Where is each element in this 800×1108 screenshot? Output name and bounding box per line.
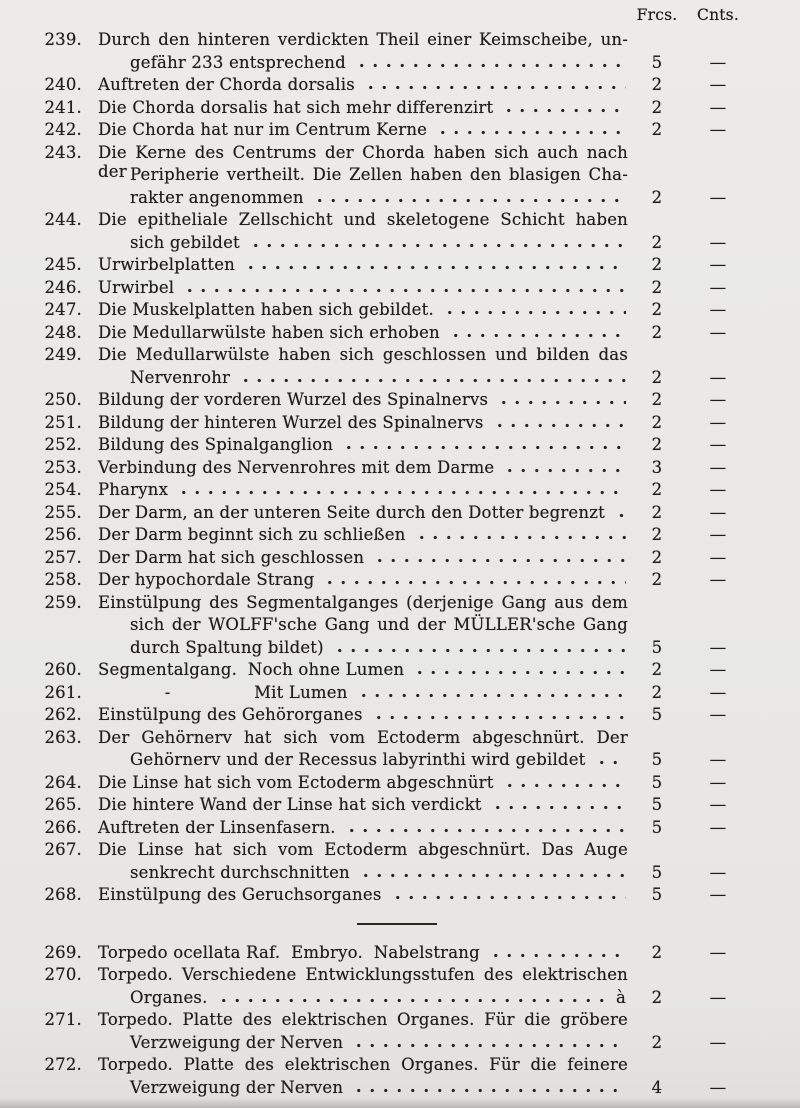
- cnts-column-header: Cnts.: [697, 6, 739, 24]
- item-text-line: [98, 1078, 628, 1097]
- item-text: senkrecht durchschnitten: [130, 862, 350, 882]
- item-text-line: [98, 503, 628, 522]
- table-row: [30, 368, 750, 391]
- item-number: 271.: [44, 1010, 82, 1029]
- table-row: [30, 570, 750, 593]
- item-text: Die Muskelplatten haben sich gebildet.: [98, 300, 434, 319]
- item-text-line: [98, 165, 628, 184]
- item-number: 255.: [44, 502, 82, 522]
- price-cnts: —: [709, 52, 727, 72]
- price-frcs: 2: [651, 480, 663, 499]
- item-number: 267.: [44, 840, 82, 859]
- item-text: rakter angenommen: [130, 187, 304, 207]
- price-cnts: —: [709, 300, 727, 319]
- item-text: Auftreten der Linsenfasern.: [98, 817, 336, 837]
- table-row: [30, 503, 750, 526]
- price-frcs: 3: [651, 457, 663, 477]
- price-cnts: —: [709, 772, 727, 792]
- section-divider: [357, 923, 437, 925]
- dot-leader: [321, 570, 626, 589]
- item-text-line: [98, 30, 628, 49]
- table-row: [30, 255, 750, 278]
- price-cnts: —: [709, 277, 727, 297]
- dot-leader: [371, 548, 626, 567]
- item-text-line: [98, 525, 628, 544]
- item-text-line: [98, 773, 628, 792]
- item-number: 256.: [44, 525, 82, 544]
- item-number: 258.: [44, 570, 82, 589]
- item-text-line: [98, 1010, 628, 1029]
- item-text-line: [98, 188, 628, 207]
- table-row: [30, 480, 750, 503]
- price-frcs: 2: [651, 75, 663, 94]
- item-text: Auftreten der Chorda dorsalis: [98, 75, 355, 94]
- item-text-line: [98, 345, 628, 364]
- price-frcs: 2: [651, 300, 663, 319]
- item-text-line: [98, 750, 628, 769]
- item-text-line: [98, 255, 628, 274]
- dot-leader: [343, 818, 626, 837]
- price-frcs: 2: [651, 682, 663, 702]
- item-text-line: [98, 863, 628, 882]
- item-text: gefähr 233 entsprechend: [130, 52, 346, 72]
- dot-leader: [237, 368, 626, 387]
- item-number: 270.: [44, 965, 82, 984]
- item-number: 240.: [44, 75, 82, 94]
- table-row: [30, 638, 750, 661]
- item-text: Der hypochordale Strang: [98, 570, 315, 589]
- item-text: durch Spaltung bildet): [130, 637, 324, 657]
- item-text: Bildung der vorderen Wurzel des Spinalnervs: [98, 390, 489, 409]
- table-row: [30, 818, 750, 841]
- dot-leader: [357, 863, 626, 882]
- dot-leader: [501, 773, 626, 792]
- item-text-line: [98, 75, 628, 94]
- dot-leader: [242, 255, 626, 274]
- item-text: Verzweigung der Nerven: [130, 1032, 344, 1052]
- table-row: [30, 120, 750, 143]
- item-number: 243.: [44, 142, 82, 162]
- item-text-line: [98, 120, 628, 139]
- item-text: Die Chorda dorsalis hat sich mehr differenzirt: [98, 97, 494, 117]
- price-cnts: —: [709, 187, 727, 207]
- item-text-line: [98, 368, 628, 387]
- price-cnts: —: [709, 412, 727, 432]
- item-text-line: [98, 683, 628, 702]
- price-cnts: —: [709, 367, 727, 387]
- price-cnts: —: [709, 705, 727, 724]
- item-text-line: [98, 390, 628, 409]
- price-cnts: —: [709, 885, 727, 904]
- price-cnts: —: [709, 1032, 727, 1052]
- dot-leader: [434, 120, 626, 139]
- item-number: 244.: [44, 210, 82, 229]
- table-row: [30, 53, 750, 76]
- item-text: Nervenrohr: [130, 367, 231, 387]
- item-text: Durch den hinteren verdickten Theil einer Keimscheibe, un-: [98, 30, 628, 49]
- price-frcs: 5: [651, 885, 663, 904]
- item-text: Der Gehörnerv hat sich vom Ectoderm abgeschnürt. Der: [98, 727, 628, 747]
- dot-leader: [353, 53, 626, 72]
- item-text-line: [98, 965, 628, 984]
- price-cnts: —: [709, 750, 727, 769]
- item-text: Urwirbel: [98, 277, 175, 297]
- item-text-line: [98, 795, 628, 814]
- item-text: Peripherie vertheilt. Die Zellen haben den blasigen Cha-: [130, 165, 628, 184]
- price-cnts: —: [709, 637, 727, 657]
- dot-leader: [593, 750, 627, 769]
- dot-leader: [350, 1033, 626, 1052]
- item-text: Die Kerne des Centrums der Chorda haben sich auch nach der: [98, 142, 628, 181]
- price-cnts: —: [709, 660, 727, 679]
- item-number: 242.: [44, 120, 82, 139]
- table-row: [30, 615, 750, 638]
- item-text: Der Darm beginnt sich zu schließen: [98, 525, 406, 544]
- price-frcs: 4: [651, 1077, 663, 1097]
- item-text-line: [98, 615, 628, 634]
- price-cnts: —: [709, 390, 727, 409]
- item-text: sich der WOLFF'sche Gang und der MÜLLER'sche Gang: [130, 615, 628, 634]
- item-number: 263.: [44, 727, 82, 747]
- price-column-headers: [30, 6, 750, 30]
- item-text-line: [98, 818, 628, 837]
- item-text: Pharynx: [98, 480, 169, 499]
- price-frcs: 2: [651, 570, 663, 589]
- item-text-line: [98, 300, 628, 319]
- dot-leader: [491, 413, 626, 432]
- item-number: 264.: [44, 772, 82, 792]
- item-number: 247.: [44, 300, 82, 319]
- item-text-line: [98, 728, 628, 747]
- table-row: [30, 943, 750, 966]
- price-cnts: —: [709, 682, 727, 702]
- item-text: Die Medullarwülste haben sich erhoben: [98, 322, 440, 342]
- item-text: sich gebildet: [130, 232, 240, 252]
- table-row: [30, 165, 750, 188]
- table-row: [30, 458, 750, 481]
- price-frcs: 5: [651, 795, 663, 814]
- item-number: 269.: [44, 942, 82, 962]
- item-text: Organes.: [130, 987, 208, 1007]
- item-text: Die Linse hat sich vom Ectoderm abgeschnürt. Das Auge: [98, 840, 628, 859]
- dot-leader: [175, 480, 626, 499]
- table-row: [30, 660, 750, 683]
- item-number: 262.: [44, 705, 82, 724]
- price-frcs: 2: [651, 547, 663, 567]
- table-row: [30, 345, 750, 368]
- price-frcs: 2: [651, 502, 663, 522]
- table-row: [30, 435, 750, 458]
- price-cnts: —: [709, 1077, 727, 1097]
- item-list: [30, 30, 750, 1100]
- dot-leader: [447, 323, 626, 342]
- table-row: [30, 188, 750, 211]
- price-cnts: —: [709, 120, 727, 139]
- item-number: 266.: [44, 817, 82, 837]
- table-row: [30, 413, 750, 436]
- price-cnts: —: [709, 570, 727, 589]
- item-text: Einstülpung des Segmentalganges (derjenige Gang aus dem: [98, 592, 628, 612]
- table-row: [30, 773, 750, 796]
- item-text-line: [98, 210, 628, 229]
- dot-leader: [612, 503, 626, 522]
- item-text: Bildung des Spinalganglion: [98, 435, 334, 454]
- price-frcs: 5: [651, 772, 663, 792]
- table-row: [30, 885, 750, 908]
- item-text: Torpedo. Verschiedene Entwicklungsstufen des elektrischen: [98, 965, 628, 984]
- dot-leader: [501, 458, 626, 477]
- table-row: [30, 1078, 750, 1101]
- price-frcs: 2: [651, 987, 663, 1007]
- dot-leader: [215, 988, 612, 1007]
- item-text: Die Linse hat sich vom Ectoderm abgeschnürt: [98, 772, 494, 792]
- item-text-line: [98, 705, 628, 724]
- table-row: [30, 750, 750, 773]
- item-number: 272.: [44, 1055, 82, 1074]
- item-text: Torpedo. Platte des elektrischen Organes. Für die feinere: [98, 1055, 628, 1074]
- table-row: [30, 593, 750, 616]
- table-row: [30, 795, 750, 818]
- item-text: Der Darm, an der unteren Seite durch den Dotter begrenzt: [98, 502, 605, 522]
- item-text-line: [98, 458, 628, 477]
- price-cnts: —: [709, 480, 727, 499]
- dot-leader: [495, 390, 626, 409]
- price-frcs: 2: [651, 1032, 663, 1052]
- price-cnts: —: [709, 255, 727, 274]
- item-number: 248.: [44, 322, 82, 342]
- dot-leader: [441, 300, 626, 319]
- table-row: [30, 705, 750, 728]
- price-frcs: 2: [651, 525, 663, 544]
- price-frcs: 2: [651, 390, 663, 409]
- item-number: 246.: [44, 277, 82, 297]
- item-text: Urwirbelplatten: [98, 255, 236, 274]
- item-number: 245.: [44, 255, 82, 274]
- item-text: Die Chorda hat nur im Centrum Kerne: [98, 120, 428, 139]
- table-row: [30, 728, 750, 751]
- item-text: Torpedo ocellata Raf. Embryo. Nabelstrang: [98, 942, 480, 962]
- item-text: Einstülpung des Geruchsorganes: [98, 885, 382, 904]
- price-cnts: —: [709, 435, 727, 454]
- table-row: [30, 233, 750, 256]
- dot-leader: [413, 525, 626, 544]
- dot-leader: [389, 885, 627, 904]
- price-cnts: —: [709, 97, 727, 117]
- item-number: 239.: [44, 30, 82, 49]
- price-frcs: 5: [651, 817, 663, 837]
- item-text: Verzweigung der Nerven: [130, 1077, 344, 1097]
- price-frcs: 2: [651, 97, 663, 117]
- item-text: Die Medullarwülste haben sich geschlossen und bilden das: [98, 345, 628, 364]
- item-number: 261.: [44, 682, 82, 702]
- price-cnts: —: [709, 862, 727, 882]
- price-frcs: 2: [651, 277, 663, 297]
- price-cnts: —: [709, 547, 727, 567]
- item-text-line: [98, 840, 628, 859]
- table-row: [30, 75, 750, 98]
- price-cnts: —: [709, 525, 727, 544]
- price-frcs: 5: [651, 52, 663, 72]
- table-row: [30, 1010, 750, 1033]
- price-frcs: 2: [651, 367, 663, 387]
- price-cnts: —: [709, 942, 727, 962]
- price-frcs: 2: [651, 412, 663, 432]
- item-text-line: [98, 988, 628, 1007]
- item-text-line: [98, 435, 628, 454]
- price-frcs: 2: [651, 187, 663, 207]
- item-text-line: [98, 570, 628, 589]
- price-cnts: —: [709, 987, 727, 1007]
- price-frcs: 2: [651, 120, 663, 139]
- dot-leader: [500, 98, 626, 117]
- price-frcs: 2: [651, 232, 663, 252]
- item-text-line: [98, 53, 628, 72]
- price-frcs: 5: [651, 705, 663, 724]
- table-row: [30, 98, 750, 121]
- price-cnts: —: [709, 75, 727, 94]
- item-text: Bildung der hinteren Wurzel des Spinalnervs: [98, 412, 484, 432]
- item-text: Segmentalgang. Noch ohne Lumen: [98, 660, 405, 679]
- table-row: [30, 1033, 750, 1056]
- price-frcs: 2: [651, 322, 663, 342]
- item-number: 241.: [44, 97, 82, 117]
- item-number: 265.: [44, 795, 82, 814]
- item-text-line: [98, 885, 628, 904]
- dot-leader: [181, 278, 626, 297]
- item-text: Die epitheliale Zellschicht und skeletogene Schicht haben: [98, 210, 628, 229]
- table-row: [30, 863, 750, 886]
- table-row: [30, 390, 750, 413]
- price-cnts: —: [709, 817, 727, 837]
- item-text: Torpedo. Platte des elektrischen Organes. Für die gröbere: [98, 1010, 628, 1029]
- item-number: 254.: [44, 480, 82, 499]
- table-row: [30, 323, 750, 346]
- price-frcs: 5: [651, 750, 663, 769]
- table-row: [30, 840, 750, 863]
- item-text-line: [98, 233, 628, 252]
- price-cnts: —: [709, 457, 727, 477]
- dot-leader: [370, 705, 626, 724]
- table-row: [30, 683, 750, 706]
- item-text-line: [98, 548, 628, 567]
- item-text-line: [98, 638, 628, 657]
- price-cnts: —: [709, 795, 727, 814]
- item-text-line: [98, 278, 628, 297]
- item-text-line: [98, 413, 628, 432]
- item-text: Verbindung des Nervenrohres mit dem Darme: [98, 457, 495, 477]
- item-text: Der Darm hat sich geschlossen: [98, 547, 365, 567]
- item-text: Einstülpung des Gehörorganes: [98, 705, 363, 724]
- table-row: [30, 210, 750, 233]
- price-frcs: 2: [651, 255, 663, 274]
- price-cnts: —: [709, 502, 727, 522]
- dot-leader: [487, 943, 626, 962]
- price-cnts: —: [709, 322, 727, 342]
- price-frcs: 2: [651, 435, 663, 454]
- item-text: Die hintere Wand der Linse hat sich verdickt: [98, 795, 482, 814]
- dot-leader: [489, 795, 626, 814]
- table-row: [30, 30, 750, 53]
- dot-leader: [411, 660, 626, 679]
- item-number: 259.: [44, 592, 82, 612]
- item-text-line: [98, 98, 628, 117]
- dot-leader: [362, 75, 626, 94]
- dot-leader: [350, 1078, 626, 1097]
- dot-leader: [247, 233, 626, 252]
- item-number: 249.: [44, 345, 82, 364]
- item-text: - Mit Lumen: [98, 682, 348, 702]
- price-frcs: 2: [651, 660, 663, 679]
- item-number: 250.: [44, 390, 82, 409]
- price-frcs: 5: [651, 637, 663, 657]
- price-frcs: 5: [651, 862, 663, 882]
- dot-leader: [340, 435, 626, 454]
- item-number: 253.: [44, 457, 82, 477]
- frcs-column-header: Frcs.: [636, 6, 678, 24]
- price-frcs: 2: [651, 942, 663, 962]
- item-text-line: [98, 1033, 628, 1052]
- table-row: [30, 548, 750, 571]
- item-text-line: [98, 660, 628, 679]
- table-row: [30, 965, 750, 988]
- item-text-line: [98, 480, 628, 499]
- dot-leader: [331, 638, 626, 657]
- item-text: Gehörnerv und der Recessus labyrinthi wird gebildet: [130, 750, 586, 769]
- item-number: 257.: [44, 547, 82, 567]
- item-text-line: [98, 943, 628, 962]
- table-row: [30, 525, 750, 548]
- item-number: 252.: [44, 435, 82, 454]
- table-row: [30, 300, 750, 323]
- item-number: 268.: [44, 885, 82, 904]
- dot-leader: [311, 188, 626, 207]
- table-row: [30, 1055, 750, 1078]
- item-text-line: [98, 323, 628, 342]
- price-qualifier: à: [615, 987, 626, 1007]
- price-cnts: —: [709, 232, 727, 252]
- item-text-line: [98, 1055, 628, 1074]
- table-row: [30, 988, 750, 1011]
- item-number: 260.: [44, 660, 82, 679]
- dot-leader: [355, 683, 626, 702]
- item-text-line: [98, 593, 628, 612]
- item-number: 251.: [44, 412, 82, 432]
- table-row: [30, 278, 750, 301]
